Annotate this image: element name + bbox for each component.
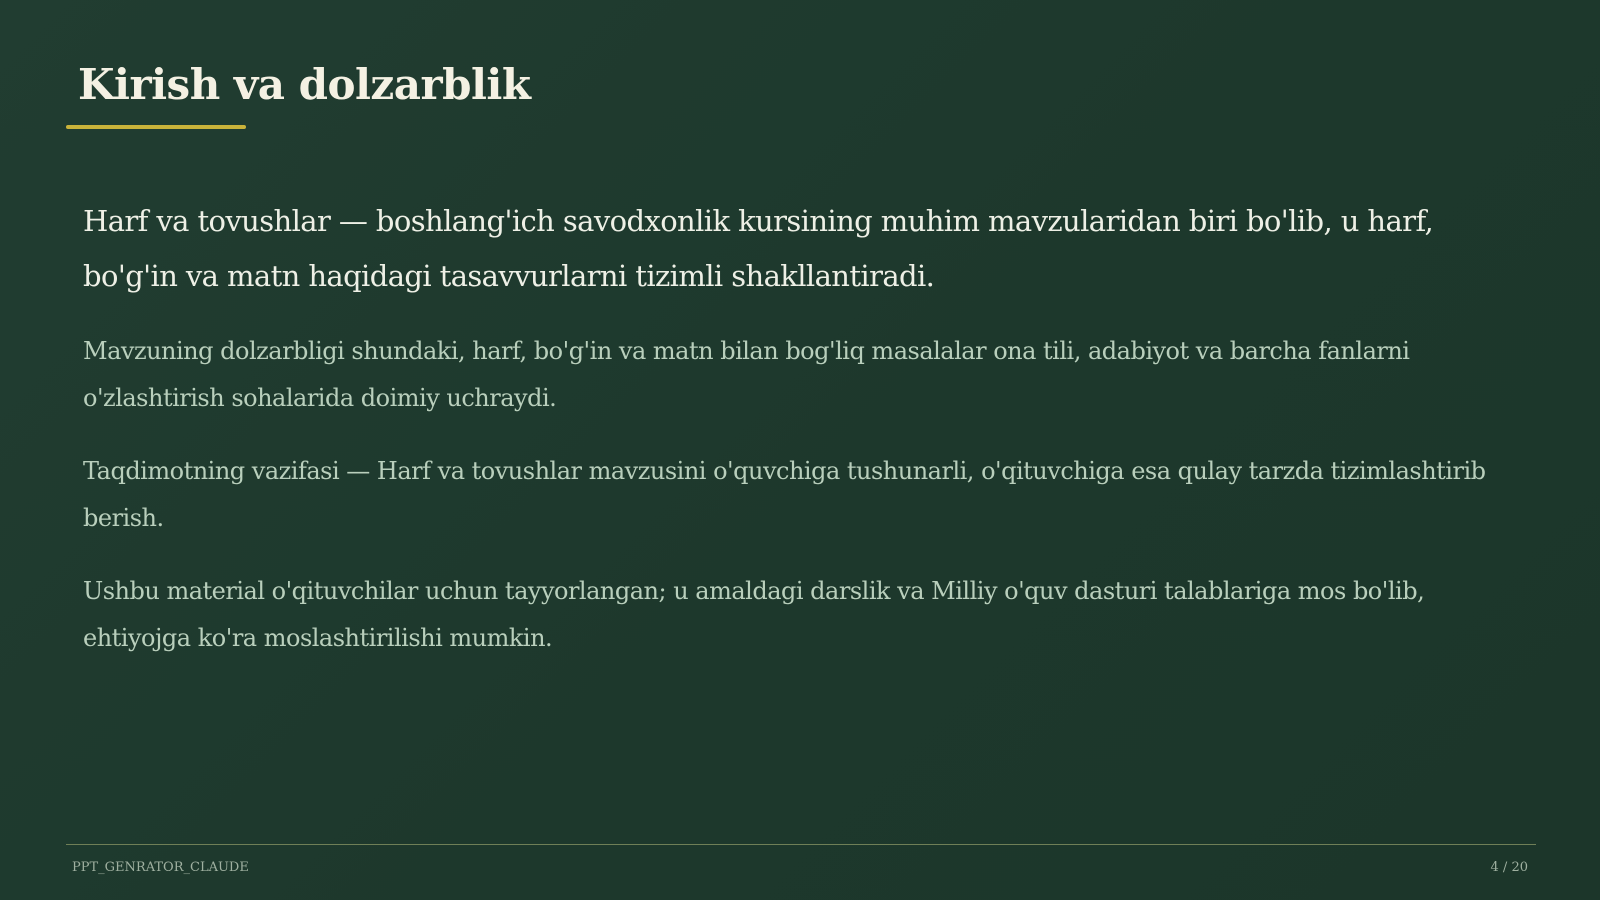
lead-paragraph: Harf va tovushlar — boshlang'ich savodxonlik kursining muhim mavzularidan biri bo'lib, u harf, bo'g'in va matn haqidagi tasavvurlarni tizimli shakllantiradi. <box>83 204 1434 293</box>
page-number: 4 / 20 <box>1490 860 1528 875</box>
footer-divider <box>66 844 1536 845</box>
slide-title: Kirish va dolzarblik <box>78 60 531 109</box>
title-accent-underline <box>66 125 246 129</box>
body-paragraph: Mavzuning dolzarbligi shundaki, harf, bo'g'in va matn bilan bog'liq masalalar ona tili, adabiyot va barcha fanlarni o'zlashtirish sohalarida doimiy uchraydi. <box>83 337 1410 412</box>
footer-label: PPT_GENRATOR_CLAUDE <box>72 860 249 875</box>
body-paragraph: Ushbu material o'qituvchilar uchun tayyorlangan; u amaldagi darslik va Milliy o'quv dasturi talablariga mos bo'lib, ehtiyojga ko'ra moslashtirilishi mumkin. <box>83 577 1425 652</box>
body-paragraph: Taqdimotning vazifasi — Harf va tovushlar mavzusini o'quvchiga tushunarli, o'qituvchiga esa qulay tarzda tizimlashtirib berish. <box>83 457 1486 532</box>
